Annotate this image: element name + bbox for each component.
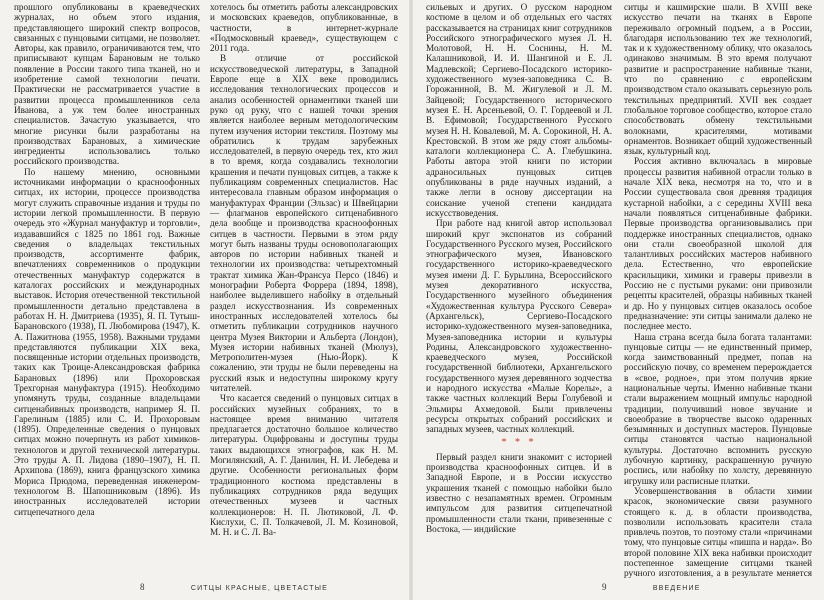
paragraph: По нашему мнению, основными источниками информации о красноофонных ситцах, их истории, процессе производства могут служить справочные издания и труды по истории легкой промышленности. В первую очередь это «Журнал мануфактур и торговли», издававшийся с 1825 по 1861 год. Важные сведения о владельцах текстильных производств, ассортименте фабрик, впечатлениях современников о продукции отечественных мануфактур содержатся в каталогах российских и международных выставок. История отечественной текстильной промышленности детально представлена в работах Н. Н. Дмитриева (1935), Я. П. Тутыш-Барановского (1938), П. Любомирова (1947), К. А. Пажитнова (1955, 1958). Важными трудами представляются публикации XIX века, посвященные истории отдельных производств, таких как Троице-Александровская фабрика Барановых (1896) или Прохоровская Трехгорная мануфактура (1915). Необходимо упомянуть труды, созданные владельцами ситценабивных производств, например Я. П. Гарелиным (1885) или С. И. Прохоровым (1895). Определенные сведения о пунцовых ситцах можно почерпнуть из работ химиков-технологов и другой технической литературы. Это труды А. П. Лидова (1890–1907), Н. П. Архипова (1869), книга французского химика Мориса Прюдома, переведенная инженером-технологом В. Шапошниковым (1896). Из иностранных исследователей истории ситцепечатного дела bbox=[14, 166, 200, 517]
paragraph: прошлого опубликованы в краеведческих журналах, но объем этого издания, представляющего широкий спектр вопросов, связанных с пунцовыми ситцами, не позволяет. Авторы, как правило, ограничиваются тем, что приписывают купцам Барановым не только появление в России такого типа тканей, но и изобретение самой технологии печати. Практически не рассматривается участие в развитии процесса промышленников села Иванова, а уж тем более иностранных специалистов. Зачастую указывается, что многие рисунки были разработаны на производствах Барановых, а химические ингредиенты использовались только российского производства. bbox=[14, 2, 200, 167]
paragraph: Первый раздел книги знакомит с историей производства красноофонных ситцев. И в Западной Европе, и в России искусство украшения тканей с помощью набойки было известно с незапамятных времен. Огромным импульсом для развития ситцепечатной промышленности стали ткани, привезенные с Востока, — индийские bbox=[426, 451, 612, 534]
paragraph: Наша страна всегда была богата талантами: пунцовые ситцы — не единственный пример, когда заимствованный предмет, попав на российскую почву, со временем перерождается в «свое, родное», при этом получив яркие национальные черты. Именно набивные ткани стали выражением мощный импульс народной традиции, получивший новое звучание и своеобразие в творчестве высоко одаренных безымянных и доступных мастеров. Пунцовые ситцы становятся частью национальной культуры. Достаточно вспомнить русскую лубочную картинку, раскрашенную ручную роспись, или набойку по холсту, деревянную игрушку или расписные платки. bbox=[624, 331, 812, 486]
right-page-footer bbox=[602, 582, 701, 592]
page-number: 8 bbox=[140, 582, 145, 592]
right-page-column-1 bbox=[426, 2, 612, 580]
left-page bbox=[0, 0, 410, 600]
running-title: ВВЕДЕНИЕ bbox=[652, 585, 701, 592]
paragraph: ситцы и кашмирские шали. В XVIII веке искусство печати на тканях в Европе переживало огромный подъем, а в России, благодаря использованию тех же технологий, так и к художественному облику, что оказалось одинаково значимым. В это время получают развитие и распространение набивные ткани, что по сравнению с европейским производством стало оказывать серьезную роль текстильных предприятий. XVII век создает глобальное торговое сообщество, которое стало способствовать обмену текстильными волокнами, красителями, мотивами орнаментов. Возникает общий художественный язык, культурный код. bbox=[624, 2, 812, 157]
right-page bbox=[412, 0, 824, 600]
paragraph: Россия активно включалась в мировые процессы развития набивной отрасли только в начале XIX века, несмотря на то, что и в России существовала своя древняя традиция кустарной набойки, а с середины XVIII века начали появляться ситценабивные фабрики. Первые производства организовывались при поддержке иностранных специалистов, однако они стали своеобразной школой для талантливых российских мастеров набивного дела. Естественно, что европейские красильщики, химики и граверы привезли в Россию не с пустыми руками: они привозили рецепты красителей, образцы набивных тканей и др. Но у пунцовых ситцев оказалось особое предназначение: эти ситцы занимали далеко не последнее место. bbox=[624, 156, 812, 332]
paragraph: хотелось бы отметить работы александровских и московских краеведов, опубликованные, в частности, в интернет-журнале «Подмосковный краевед», существующем с 2011 года. bbox=[210, 2, 398, 54]
paragraph: сильевых и других. О русском народном костюме в целом и об отдельных его частях рассказывается на страницах книг сотрудников Российского этнографического музея Л. Н. Молотовой, Н. Н. Соснины, Н. М. Калашниковой, И. И. Шангиной и Е. Л. Мадлевской; Сергиево-Посадского историко-художественного музея-заповедника С. В. Горожаниной, В. М. Жигулевой и Л. М. Зайцевой; Государственного исторического музея Е. Н. Арсеньевой, О. Г. Гордеевой и Л. В. Ефимовой; Государственного Русского музея Н. Н. Ковалевой, М. А. Сорокиной, Н. А. Крестовской. В этом же ряду стоят альбомы-каталоги коллекционера С. А. Глебушкина. Работы автора этой книги по истории адраносильных пунцовых ситцев опубликованы в ряде научных изданий, а также легли в основу диссертации на соискание ученой степени кандидата искусствоведения. bbox=[426, 2, 612, 218]
paragraph: Усовершенствования в области химии красок, экономические связи разумного стоящего к. д. в области производства, позволили использовать красители стала привлечь поэтов, то поэтому стали «причинами тому, что пунцовые ситцы «пишпа и нарда». Во второй половине XIX века набивки происходит постепенное замещение ситцами тканей ручного изготовления, а в результате меняется bbox=[624, 485, 812, 579]
left-page-column-1 bbox=[14, 2, 200, 580]
running-title: СИТЦЫ КРАСНЫЕ, ЦВЕТАСТЫЕ bbox=[190, 585, 328, 592]
page-number: 9 bbox=[602, 582, 607, 592]
paragraph: Что касается сведений о пунцовых ситцах в российских музейных собраниях, то в настоящее время вниманию читателя предлагается достаточно большое количество литературы. Оцифрованы и доступны труды таких выдающихся этнографов, как Н. М. Могилянский, А. Г. Данилин, Н. И. Лебедева и другие. Особенности региональных форм традиционного костюма представлены в публикациях сотрудников ряда ведущих отечественных музеев и частных коллекционеров: Н. П. Лютиковой, Л. Ф. Кислухи, С. П. Толкачевой, Л. М. Козиновой, М. Н. и С. Л. Ва- bbox=[210, 393, 398, 538]
paragraph: В отличие от российской искусствоведческой литературы, в Западной Европе еще в XIX веке проводились исследования технологических процессов и анализ особенностей орнаментики тканей ши руко од руку, что с нашей точки зрения является наиболее верным методологическим путем изучения истории текстиля. Поэтому мы обратились к трудам зарубежных исследователей, в первую очередь тех, кто жил в то время, когда создавались технологии крашения и печати пунцовых ситцев, а также к публикациям современных специалистов. Нас интересовала главным образом информация о мануфактурах Франции (Эльзас) и Швейцарии — флагманов европейского ситценабивного дела вообще и производства красноофонных ситцев в частности. Первыми в этом ряду могут быть названы труды основополагающих авторов по истории набивных тканей и технологии их производства: четырехтомный трактат химика Жан-Франсуа Персо (1846) и монографии Роберта Форрера (1894, 1898), наиболее выделившего набойку в отдельный раздел искусствознания. Из современных иностранных исследователей хотелось бы отметить публикации сотрудников научного центра Музея Виктории и Альберта (Лондон), Музея истории набивных тканей (Мюлуз), Метрополитен-музея (Нью-Йорк). К сожалению, эти труды не были переведены на русский язык и недоступны широкому кругу читателей. bbox=[210, 53, 398, 393]
left-page-footer bbox=[140, 582, 328, 592]
section-separator: * * * bbox=[501, 437, 537, 449]
left-page-column-2 bbox=[210, 2, 398, 580]
paragraph: При работе над книгой автор использовал широкий круг экспонатов из собраний Государственного Русского музея, Российского этнографического музея, Ивановского государственного историко-краеведческого музея имени Д. Г. Бурылина, Всероссийского музея декоративного искусства, Государственного музейного объединения «Художественная культура Русского Севера» (Архангельск), Сергиево-Посадского историко-художественного музея-заповедника, Музея-заповедника истории и культуры Родины, Александровского художественно-краеведческого музея, Российской государственной библиотеки, Архангельского государственного музея деревянного зодчества и народного искусства «Малые Корелы», а также частных коллекций Веры Голубевой и Эльмиры Ахмедовой. Были привлечены ресурсы открытых собраний российских и западных музеев, частных коллекций. bbox=[426, 218, 612, 435]
right-page-column-2 bbox=[624, 2, 812, 580]
